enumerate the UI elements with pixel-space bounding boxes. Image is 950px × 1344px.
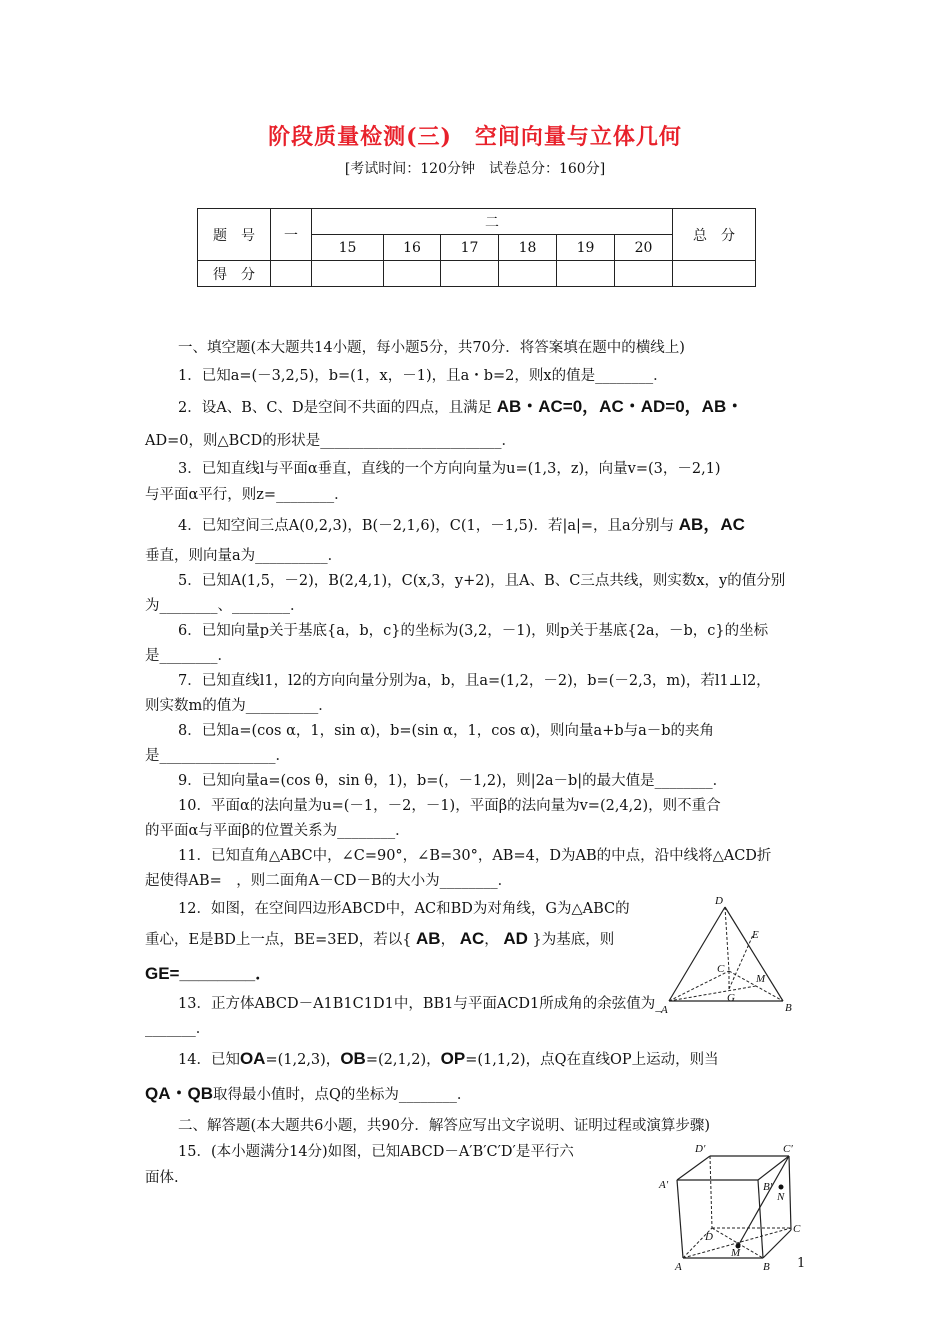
question-13-cont: _______． <box>145 1021 211 1037</box>
question-12-cont: 重心，E是BD上一点，BE=3ED，若以{ AB， AC， AD }为基底，则 <box>145 929 615 948</box>
question-10: 10．平面α的法向量为u=(－1，－2，－1)，平面β的法向量为v=(2,4,2)，则不重合 <box>178 798 721 814</box>
subcol: 15 <box>312 235 384 261</box>
vector-oa: OA <box>239 1049 266 1068</box>
label: M <box>731 1247 741 1259</box>
question-5: 5．已知A(1,5，－2)，B(2,4,1)，C(x,3，y+2)，且A、B、C三点共线，则实数x，y的值分别 <box>178 573 786 589</box>
question-7-cont: 则实数m的值为__________． <box>145 698 333 714</box>
tetrahedron-figure <box>655 893 805 1018</box>
vector-ad: AD <box>503 929 528 948</box>
question-13: 13．正方体ABCD－A1B1C1D1中，BB1与平面ACD1所成角的余弦值为_ <box>178 996 663 1012</box>
label: A′ <box>659 1179 669 1191</box>
question-3-cont: 与平面α平行，则z=________． <box>145 487 349 503</box>
label-b: B <box>785 1002 792 1014</box>
question-9: 9．已知向量a=(cos θ，sin θ，1)，b=(，－1,2)，则|2a－b|的最大值是________． <box>178 773 728 789</box>
score-cell[interactable] <box>312 261 384 287</box>
question-vectors: AB，AC <box>678 515 745 534</box>
score-cell[interactable] <box>271 261 312 287</box>
label-a: A <box>661 1004 668 1016</box>
question-4 <box>178 515 745 536</box>
vector-ab: AB <box>416 929 441 948</box>
question-14-cont <box>145 1084 471 1105</box>
question-15-cont: 面体. <box>145 1170 179 1186</box>
edge <box>677 1180 683 1258</box>
label-g: G <box>727 992 735 1004</box>
label: N <box>777 1191 785 1203</box>
question-text: 重心，E是BD上一点，BE=3ED，若以{ <box>145 932 412 948</box>
exam-info: [考试时间：120分钟 试卷总分：160分] <box>344 161 606 177</box>
question-6-cont: 是________． <box>145 648 232 664</box>
row-label-score: 得 分 <box>198 261 271 287</box>
label-c: C <box>717 963 725 975</box>
question-text: 取得最小值时，点Q的坐标为________． <box>213 1087 472 1103</box>
segment-ge <box>729 935 753 989</box>
score-table <box>197 208 756 287</box>
question-12: 12．如图，在空间四边形ABCD中，AC和BD为对角线，G为△ABC的 <box>178 901 630 917</box>
question-12-answer <box>145 964 272 985</box>
edge <box>789 1156 791 1230</box>
question-8-cont: 是________________． <box>145 748 290 764</box>
question-8: 8．已知a=(cos α，1，sin α)，b=(sin α，1，cos α)，则向量a+b与a－b的夹角 <box>178 723 715 739</box>
question-15: 15．(本小题满分14分)如图，已知ABCD－A′B′C′D′是平行六 <box>178 1144 574 1160</box>
label: A <box>675 1261 682 1273</box>
edge <box>758 1156 789 1180</box>
question-vectors: AB・AC=0，AC・AD=0，AB・ <box>496 397 744 416</box>
question-1: 1．已知a=(－3,2,5)，b=(1，x，－1)，且a・b=2，则x的值是________． <box>178 368 668 384</box>
parallelepiped-figure <box>655 1138 815 1273</box>
score-cell[interactable] <box>384 261 441 287</box>
hidden-edge <box>710 1156 712 1228</box>
edge-dc <box>725 907 729 971</box>
row-label-number: 题 号 <box>198 209 271 261</box>
label: C <box>793 1223 801 1235</box>
label-e: E <box>752 929 759 941</box>
segment-am <box>669 986 756 1001</box>
question-3: 3．已知直线l与平面α垂直，直线的一个方向向量为u=(1,3，z)，向量v=(3，－2,1) <box>178 461 721 477</box>
question-text: }为基底，则 <box>532 932 615 948</box>
vector-op: OP <box>440 1049 466 1068</box>
point-b-prime <box>779 1185 784 1190</box>
score-cell[interactable] <box>499 261 557 287</box>
subcol: 20 <box>615 235 673 261</box>
col-total: 总 分 <box>673 209 756 261</box>
question-text: 2．设A、B、C、D是空间不共面的四点，且满足 <box>178 400 493 416</box>
edge <box>677 1156 710 1180</box>
question-2 <box>178 397 743 418</box>
question-6: 6．已知向量p关于基底{a，b，c}的坐标为(3,2，－1)，则p关于基底{2a，－b，c}的坐标 <box>178 623 769 639</box>
vector-ac: AC <box>459 929 485 948</box>
question-14 <box>178 1049 719 1070</box>
label-m: M <box>756 973 766 985</box>
page-number: 1 <box>797 1256 806 1271</box>
question-vectors: GE=________． <box>145 964 273 983</box>
score-cell[interactable] <box>673 261 756 287</box>
subcol: 18 <box>499 235 557 261</box>
subcol: 19 <box>557 235 615 261</box>
vector-ob: OB <box>340 1049 366 1068</box>
score-cell[interactable] <box>441 261 499 287</box>
col-part2: 二 <box>312 209 673 235</box>
subcol: 16 <box>384 235 441 261</box>
question-text: 14．已知 <box>178 1052 240 1068</box>
label: B <box>763 1261 770 1273</box>
section-heading: 二、解答题(本大题共6小题，共90分．解答应写出文字说明、证明过程或演算步骤) <box>178 1118 710 1134</box>
label: D′ <box>695 1143 706 1155</box>
question-11-cont: 起使得AB= ，则二面角A－CD－B的大小为________． <box>145 873 513 889</box>
label: B′ <box>763 1181 773 1193</box>
question-10-cont: 的平面α与平面β的位置关系为________． <box>145 823 410 839</box>
vector-value: =(1,1,2)，点Q在直线OP上运动，则当 <box>465 1052 719 1068</box>
score-cell[interactable] <box>557 261 615 287</box>
vector-product: QA・QB <box>145 1084 213 1103</box>
subcol: 17 <box>441 235 499 261</box>
vector-value: =(1,2,3)， <box>265 1052 341 1068</box>
question-11: 11．已知直角△ABC中，∠C=90°，∠B=30°，AB=4，D为AB的中点，沿中线将△ACD折 <box>178 848 772 864</box>
label: C′ <box>783 1143 793 1155</box>
question-text: 4．已知空间三点A(0,2,3)，B(－2,1,6)，C(1，－1,5)．若|a|=，且a分别与 <box>178 518 675 534</box>
vector-value: =(2,1,2)， <box>365 1052 441 1068</box>
col-part1: 一 <box>271 209 312 261</box>
section-heading: 一、填空题(本大题共14小题，每小题5分，共70分．将答案填在题中的横线上) <box>178 340 685 356</box>
label: D <box>705 1231 713 1243</box>
question-4-cont: 垂直，则向量a为__________． <box>145 548 343 564</box>
question-2-cont: AD=0，则△BCD的形状是_________________________． <box>145 433 517 449</box>
page-title: 阶段质量检测(三) 空间向量与立体几何 <box>268 124 682 150</box>
edge-db <box>725 907 783 1001</box>
question-7: 7．已知直线l1，l2的方向向量分别为a，b，且a=(1,2，－2)，b=(－2,3，m)，若l1⊥l2， <box>178 673 771 689</box>
label-d: D <box>715 895 723 907</box>
score-cell[interactable] <box>615 261 673 287</box>
question-5-cont: 为________、________． <box>145 598 305 614</box>
